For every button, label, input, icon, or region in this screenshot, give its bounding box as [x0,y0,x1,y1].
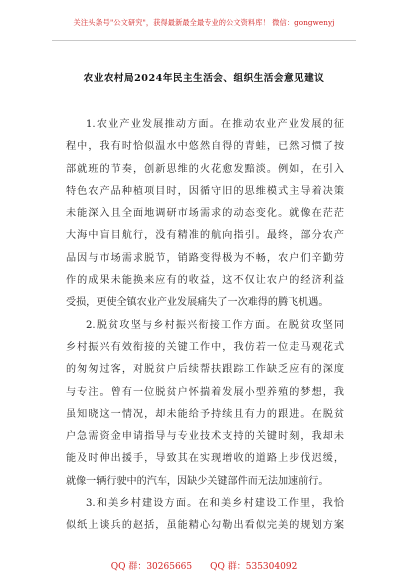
body-line: 1.农业产业发展推动方面。在推动农业产业发展的征 [86,119,344,130]
body-line: 与专注。曾有一位脱贫户怀揣着发展小型养殖的梦想，我 [66,386,344,398]
footer-qq-group-2: QQ 群：535304092 [210,562,298,572]
body-line: 特色农产品种植项目时，因循守旧的思维模式主导着决策 [66,185,344,197]
body-line: 能及时伸出援手，导致其在实现增收的道路上步伐迟缓， [66,453,344,465]
body-line: 部就班的节奏，创新思维的火花愈发黯淡。例如，在引入 [66,163,344,175]
document-body [66,114,344,538]
body-line: 程中，我有时恰似温水中悠然自得的青蛙，已然习惯了按 [66,141,344,153]
body-line: 大海中盲目航行，没有精准的航向指引。最终，部分农产 [66,230,344,242]
body-line: 受损，更使全镇农业产业发展痛失了一次难得的腾飞机遇。 [66,297,329,309]
footer-qq-group-1: QQ 群：30265665 [110,562,193,572]
footer-contact [0,559,408,572]
body-line: 似纸上谈兵的赵括，虽能精心勾勒出看似完美的规划方案 [66,520,344,532]
body-line: 就像一辆行驶中的汽车，因缺少关键部件而无法加速前行。 [66,475,329,487]
body-line: 的匆匆过客，对脱贫户后续帮扶跟踪工作缺乏应有的深度 [66,364,344,376]
body-line: 品因与市场需求脱节，销路变得极为不畅，农户们辛勤劳 [66,252,344,264]
header-divider [52,40,356,41]
body-line: 虽知晓这一情况，却未能给予持续且有力的跟进。在脱贫 [66,408,344,420]
body-line: 3.和美乡村建设方面。在和美乡村建设工作里，我恰 [86,498,344,510]
body-line: 2.脱贫攻坚与乡村振兴衔接工作方面。在脱贫攻坚同 [86,319,344,331]
body-line: 未能深入且全面地调研市场需求的动态变化。就像在茫茫 [66,208,344,220]
header-promo-text: 关注头条号"公文研究"，获得最新最全最专业的公文资料库！ 微信：gongwenyj [73,18,335,27]
body-line: 户急需资金申请指导与专业技术支持的关键时刻，我却未 [66,431,344,443]
body-line: 乡村振兴有效衔接的关键工作中，我仿若一位走马观花式 [66,341,344,353]
body-line: 作的成果未能换来应有的收益，这不仅让农户的经济利益 [66,275,344,287]
document-title: 农业农村局2024年民主生活会、组织生活会意见建议 [83,73,325,84]
